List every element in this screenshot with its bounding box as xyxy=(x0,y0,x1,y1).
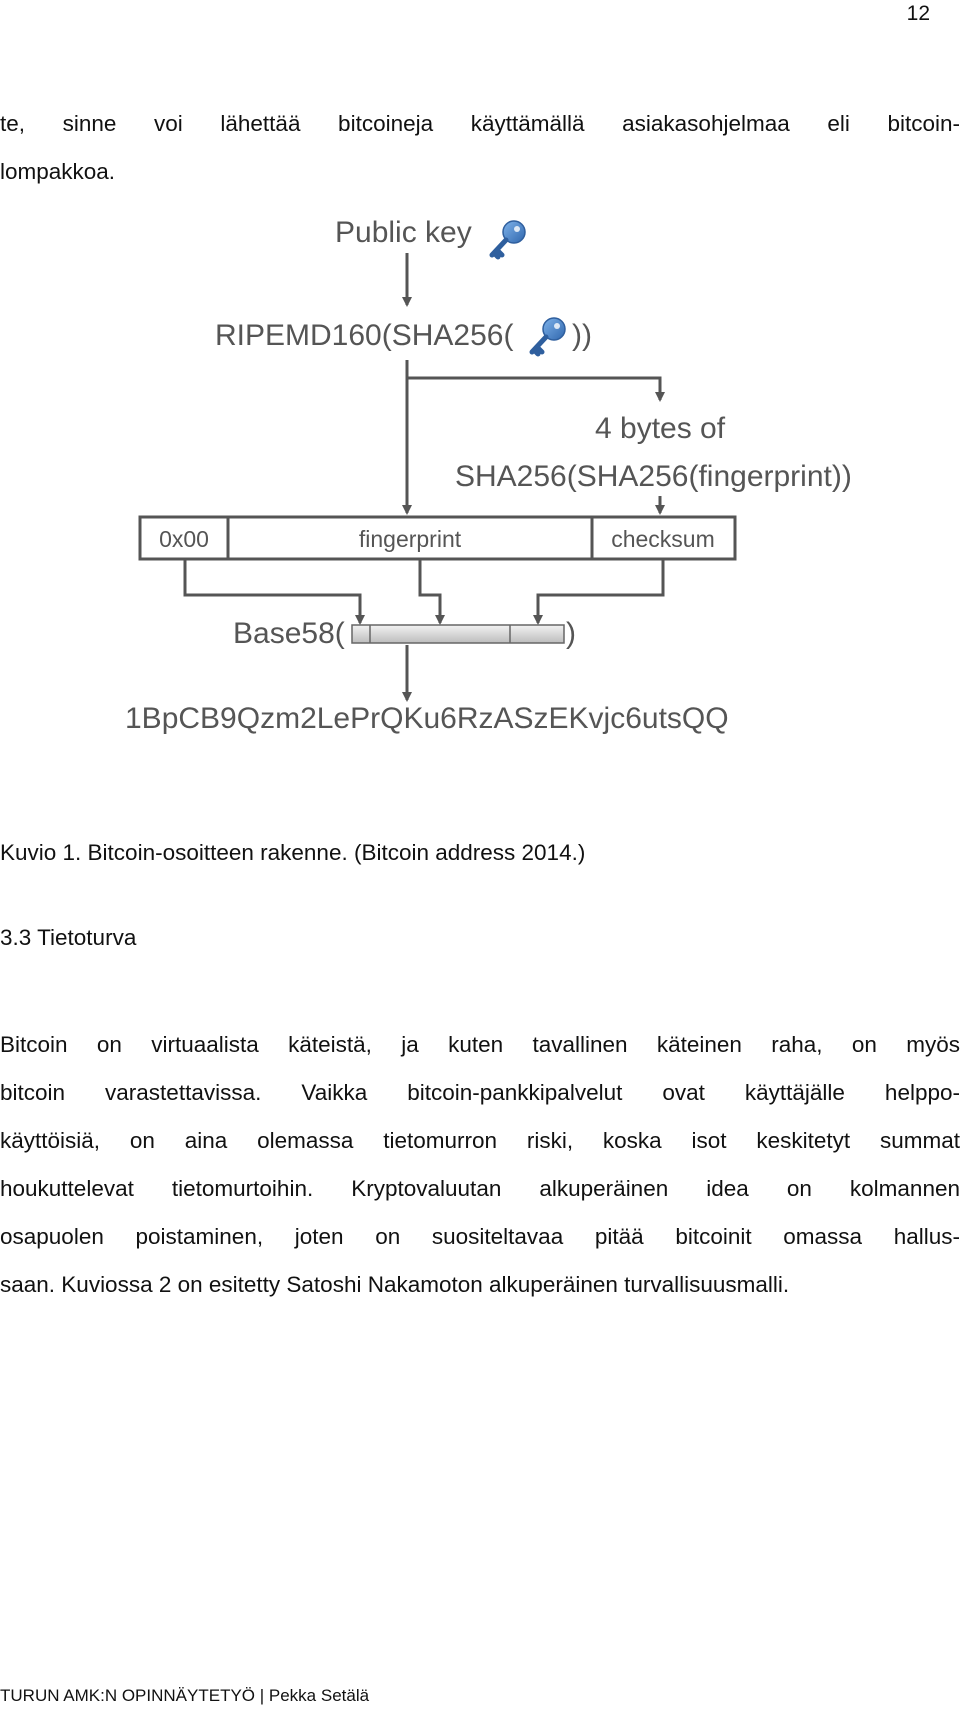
checksum-desc-line-2: SHA256(SHA256(fingerprint)) xyxy=(455,460,852,493)
address-structure-diagram xyxy=(120,220,960,800)
paragraph-line-5: osapuolen poistaminen, joten on suositeltavaa pitää bitcoinit omassa hallus- xyxy=(0,1224,960,1249)
key-icon xyxy=(492,221,525,257)
section-heading: 3.3 Tietoturva xyxy=(0,925,137,950)
ripemd-prefix: RIPEMD160(SHA256( xyxy=(215,319,514,352)
intro-line-2: lompakkoa. xyxy=(0,159,116,184)
footer: TURUN AMK:N OPINNÄYTETYÖ | Pekka Setälä xyxy=(0,1686,370,1705)
key-icon xyxy=(532,318,565,354)
base58-prefix: Base58( xyxy=(233,617,345,650)
paragraph-line-6: saan. Kuviossa 2 on esitetty Satoshi Nakamoton alkuperäinen turvallisuusmalli. xyxy=(0,1272,790,1297)
public-key-label: Public key xyxy=(335,220,472,249)
paragraph-line-4: houkuttelevat tietomurtoihin. Kryptovaluutan alkuperäinen idea on kolmannen xyxy=(0,1176,960,1201)
base58-bar xyxy=(352,625,564,643)
figure-caption: Kuvio 1. Bitcoin-osoitteen rakenne. (Bitcoin address 2014.) xyxy=(0,840,586,865)
bitcoin-address-figure xyxy=(120,220,960,800)
checksum-desc-line-1: 4 bytes of xyxy=(595,412,726,445)
paragraph-line-3: käyttöisiä, on aina olemassa tietomurron riski, koska isot keskitetyt summat xyxy=(0,1128,960,1153)
base58-suffix: ) xyxy=(566,617,576,650)
page-number: 12 xyxy=(906,2,930,25)
checksum-cell: checksum xyxy=(611,526,715,552)
bitcoin-address: 1BpCB9Qzm2LePrQKu6RzASzEKvjc6utsQQ xyxy=(125,702,729,735)
paragraph-line-2: bitcoin varastettavissa. Vaikka bitcoin-pankkipalvelut ovat käyttäjälle helppo- xyxy=(0,1080,960,1105)
intro-line-1: te, sinne voi lähettää bitcoineja käyttämällä asiakasohjelmaa eli bitcoin- xyxy=(0,111,960,136)
paragraph-line-1: Bitcoin on virtuaalista käteistä, ja kuten tavallinen käteinen raha, on myös xyxy=(0,1032,960,1057)
fingerprint-cell: fingerprint xyxy=(358,526,462,552)
version-cell: 0x00 xyxy=(159,526,209,552)
ripemd-suffix: )) xyxy=(572,319,592,352)
